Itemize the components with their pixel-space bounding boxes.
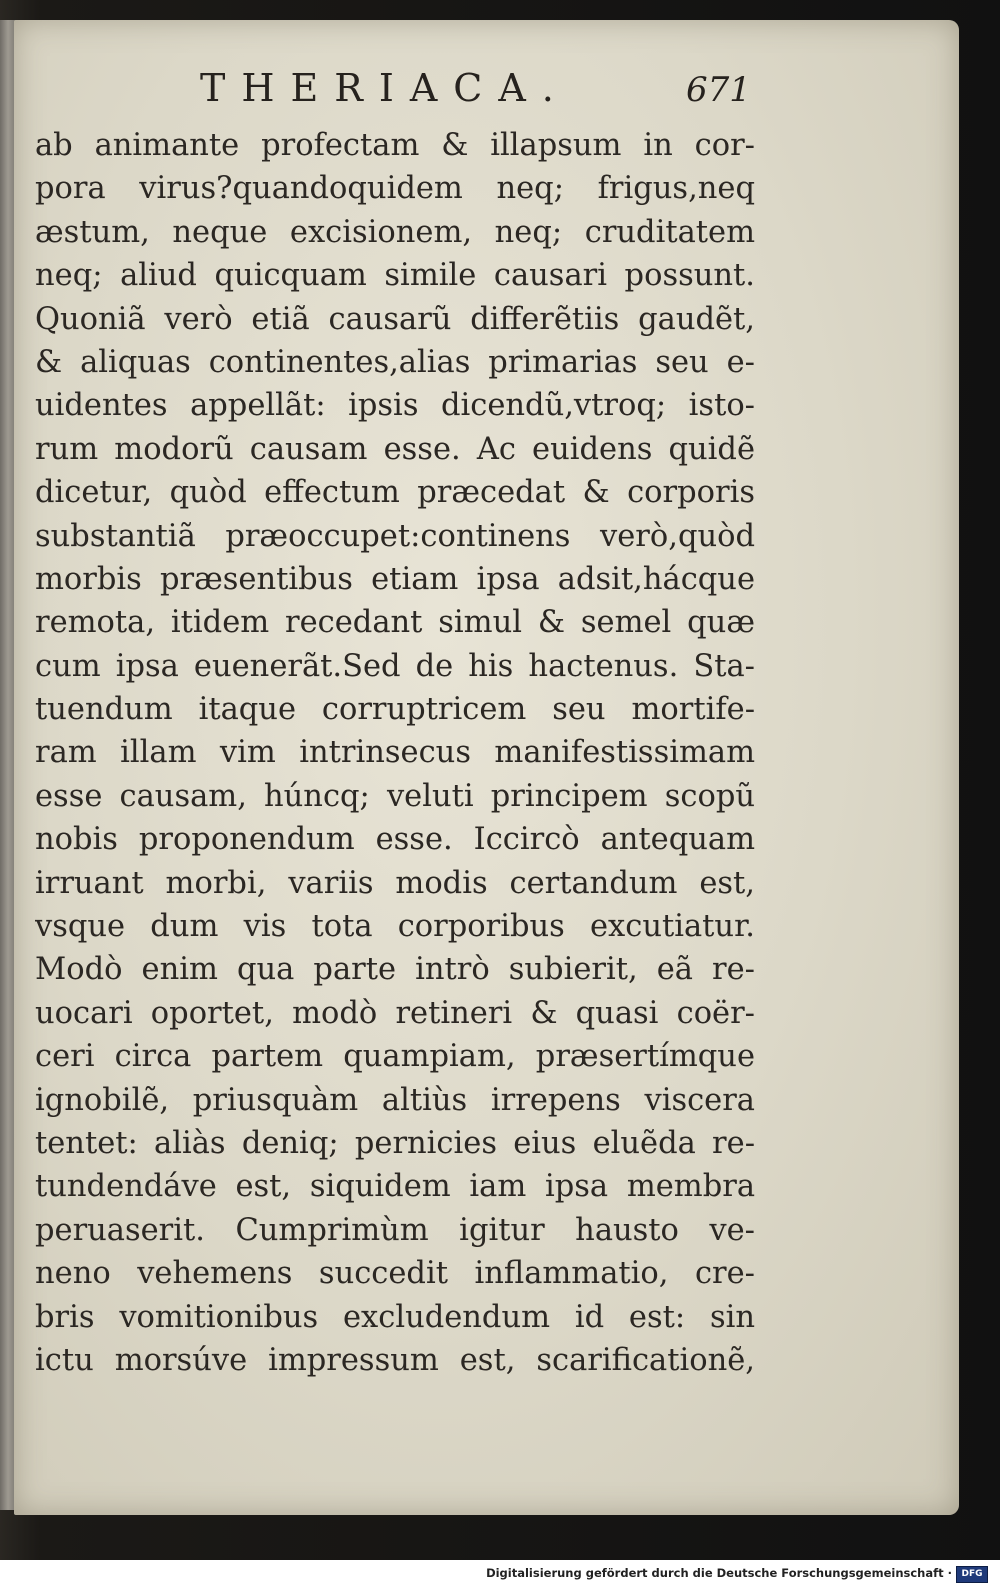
text-line: tundendáve est, siquidem iam ipsa membra	[35, 1169, 755, 1205]
footer-bar	[0, 1560, 1000, 1587]
text-line: uocari oportet, modò retineri & quasi coër-	[35, 995, 755, 1031]
text-line: ram illam vim intrinsecus manifestissimam	[35, 735, 755, 771]
text-line: tuendum itaque corruptricem seu mortife-	[35, 692, 755, 728]
text-line: rum modorũ causam esse. Ac euidens quidẽ	[35, 431, 755, 467]
text-line: vsque dum vis tota corporibus excutiatur.	[35, 909, 755, 945]
text-line: morbis præsentibus etiam ipsa adsit,hácque	[35, 561, 755, 597]
text-line: Quoniã verò etiã causarũ differẽtiis gaudẽt,	[35, 301, 755, 337]
text-line: ab animante profectam & illapsum in cor-	[35, 128, 755, 163]
dfg-logo-text: DFG	[961, 1569, 983, 1579]
text-line: Modò enim qua parte intrò subierit, eã re-	[35, 952, 755, 988]
text-line: esse causam, húncq; veluti principem scopũ	[35, 778, 755, 814]
text-line: dicetur, quòd effectum præcedat & corporis	[35, 475, 755, 511]
text-line: peruaserit. Cumprimùm igitur hausto ve-	[35, 1212, 755, 1248]
dfg-logo	[956, 1566, 988, 1583]
text-line: ceri circa partem quampiam, præsertímque	[35, 1039, 755, 1075]
body-text	[35, 124, 755, 1382]
text-line: neq; aliud quicquam simile causari possunt.	[35, 258, 755, 294]
text-line: neno vehemens succedit inflammatio, cre-	[35, 1256, 755, 1292]
text-line: ignobilẽ, priusquàm altiùs irrepens viscera	[35, 1082, 755, 1118]
text-line: remota, itidem recedant simul & semel quæ	[35, 605, 755, 641]
funding-credit: Digitalisierung gefördert durch die Deutsche Forschungsgemeinschaft ·	[486, 1566, 952, 1580]
text-line: & aliquas continentes,alias primarias seu e-	[35, 344, 755, 380]
text-line: bris vomitionibus excludendum id est: sin	[35, 1299, 755, 1335]
text-line: ictu morsúve impressum est, scarificationẽ,	[35, 1342, 755, 1378]
page-header	[14, 66, 959, 126]
text-line: substantiã præoccupet:continens verò,quòd	[35, 518, 755, 554]
page-number: 671	[686, 70, 751, 110]
text-line: uidentes appellãt: ipsis dicendũ,vtroq; isto-	[35, 388, 755, 424]
text-line: irruant morbi, variis modis certandum est,	[35, 865, 755, 901]
text-line: æstum, neque excisionem, neq; cruditatem	[35, 214, 755, 250]
text-line: pora virus?quandoquidem neq; frigus,neq	[35, 171, 755, 207]
text-line: tentet: aliàs deniq; pernicies eius eluẽda re-	[35, 1125, 755, 1161]
text-line: cum ipsa euenerãt.Sed de his hactenus. Sta-	[35, 648, 755, 684]
running-title: THERIACA.	[200, 66, 570, 110]
text-line: nobis proponendum esse. Iccircò antequam	[35, 822, 755, 858]
